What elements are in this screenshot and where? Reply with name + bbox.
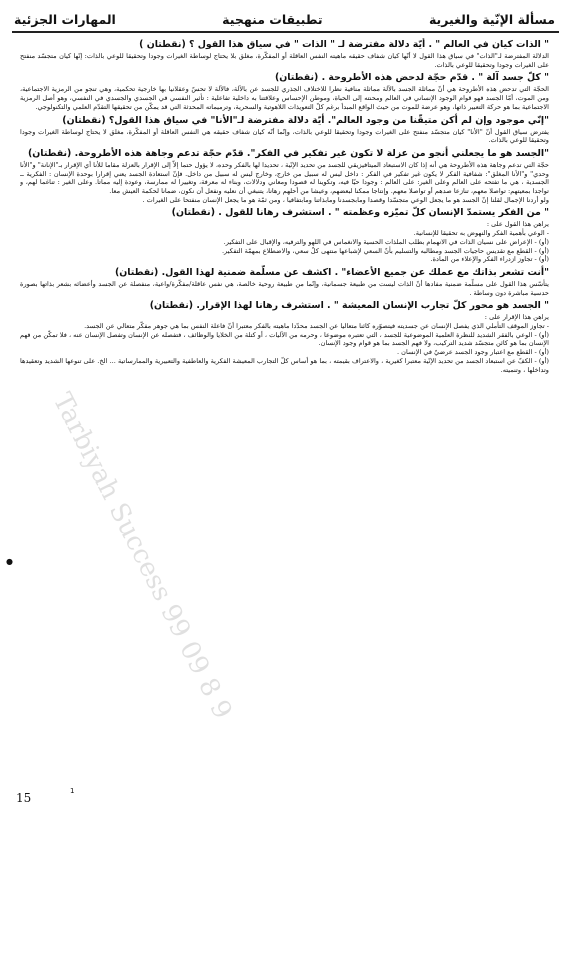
header-center-title: تطبيقات منهجية (222, 11, 323, 27)
exercise-answer-intro: يراهن هذا القول على : (486, 220, 549, 229)
answer-option: (أو) - الكفّ عن استبعاد الجسد من تحديد الإنّية معتبرا كغيرية ، والاعتراف بقيمته ، بما هو أساس كلّ التجارب المعيشة الفكرية والعاطفية والتعبيرية والممارساتية ... الخ. على تنوعها الشديد وتعقيدها وتداخلها ، وتنميته. (20, 356, 549, 374)
bullet-dot-icon: ● (6, 557, 13, 566)
answer-options-list (20, 322, 549, 374)
exercise-section (20, 207, 549, 264)
exercise-section (20, 72, 549, 111)
exercise-title: "أنت تشعر بذاتك مع عملك عن جميع الأعضاء" . اكشف عن مسلّمة ضمنية لهذا القول. (نقطتان) (115, 266, 549, 278)
exercise-title: " الذات كيان في العالم " . أيّة دلالة مفترضة لـ " الذات " في سياق هذا القول ؟ (نقطتان ) (139, 39, 549, 50)
header-divider (12, 31, 559, 33)
exercise-answer: حجّة التي تدعم وجاهة هذه الأطروحة هي أنه إذا كان الاستبعاد الميتافيزيقي للجسد من تحديد الإنّية ، تحديدا لها بالفكر وحده، لا يؤول حتما إلاّ إلى الإقرار بالعزلة مقاما للأنا أي الإقرار بـ"الإنانة" و"الأنا وحدي" و"الأنا المغلق": شفافية الفكر لا يكون غير تفكير في الفكر : داخل ليس له سبيل من خارج، وخارج ليس له سبيل من داخل. فإنّ استعادة الجسد يعني إقرارا بوحدة الإنسان : الفكرية ــ الجسدية ، هي ما تفتحه على العالم وعلى الغير: على العالم : وجودا حيّا فيه، وتكوينا له قصودا ومعاني ودلالات، وبناء له معرفة، وتغييرا له ممارسة، وعودة إليه مماتا. وعلى الغير : تناغما لهم، و تواجدا بمعيتهم: تواصلا معهم، تنازعا صدهم أو تواصلا معهم. وإنتاجا ممكنا لبعضهم، وعيشا من أحلهم رهانا، يتنبغي أن نعليه ونفعل أن نكون، ضمانا لحكمة العيش معا. (20, 160, 549, 196)
exercise-title: "إنّي موجود وإن لم أكن متيقّنا من وجود العالم". أيّة دلالة مفترضة لـ"الأنا" في سياق هذا القول؟ (نقطتان) (62, 114, 549, 126)
answer-option: - تجاوز الموقف التأملي الذي يفصل الإنسان عن جسديته فيتصوّره كائنا متعاليا عن الجسد محدّدا ماهيته بالفكر معتبرا أنّ فاعلة النفس بما هي جوهر مفكّر متعالي عن الجسد. (84, 322, 549, 331)
page-header (14, 8, 555, 30)
exercise-answer: يفترض سياق القول أنّ "الأنا" كيان متجسّد منفتح على الغيرات وجودا وتحقيقا للوعي بالذات، وإنّما أنّه كيان شفاف حقيقه هي النفس العاقلة أو المفكّرة، مغلق لا يحتاج لوساطة الغيرات وجودا وتحقيقا للوعي بالذات. (20, 127, 549, 145)
exercise-answer: يتأسّس هذا القول على مسلّمة ضمنية مفادها أنّ الذات ليست من طبيعة جسمانية، وإنّما من طبيعة روحية خالصة، هي نفس عاقلة/مفكّرة/واعية، منفصلة عن الجسد وأعضائه بشعر بذاتها بصورة حدسية مباشرة دون وساطة . (20, 279, 549, 297)
exercise-answer-summary: ولو أردنا الإجمال لقلنا إنّ الجسد هو ما يجعل الوعي متجسّدا وقصدا ومابجسدنا ومابذاتنا ومابتفافيا ، ومن ثمّة هو ما يجعل الإنسان منفتحا على الغيرات . (142, 195, 549, 204)
exercise-title: " الجسد هو محور كلّ تجارب الإنسان المعيشة " . استشرف رهانا لهذا الإقرار. (نقطتان) (149, 300, 549, 312)
exercise-title: "الجسد هو ما يجعلني أنجو من عزلة لا تكون غير تفكير في الفكر". قدّم حجّة تدعم وجاهة هذه الأطروحة. (نقطتان) (28, 147, 549, 159)
footer-mark: 1 (70, 787, 75, 795)
page-number: 15 (16, 791, 32, 805)
exercise-section (20, 115, 549, 145)
watermark-text: Tarbiyah Success 99 09 8 9 (46, 388, 238, 724)
exercise-section (20, 300, 549, 374)
header-right-title: مسألة الإنّية والغيرية (428, 11, 555, 27)
answer-option: (أو) - القطع مع تقديس حاجيات الجسد ومطالبه والتسليم بأنّ السعي لإشباعها منتهى كلّ سعي، والاضطلاع بمهمّة التفكير. (221, 246, 549, 255)
answer-options-list (20, 229, 549, 264)
exercise-answer-intro: يراهن هذا الإقرار على : (484, 313, 549, 322)
answer-option: (أو) - تجاوز ازدراء الفكر والإعلاء من المادة. (430, 255, 549, 264)
exercise-answer: الدلالة المفترضة لـ"الذات" في سياق هذا القول لا أنّها كيان شفاف حقيقه ماهيته النفس العاقلة أو المفكّرة، مغلق بلا يحتاج لوساطة الغيرات وجودا وتحقيقا للوعي بالذات: إنّها كيان متجسّد منفتح على الغيرات وجودا وتحقيقا للوعي بالذات. (20, 52, 549, 69)
answer-option: (أو) - الوعي بالفقر الشديد للنظرة العلمية الموضوعية للجسد ، التي تعتبره موضوعا ، وحرمه من الآليات ، أو كتلة من الخلايا والوظائف ، فتفصله عن الإنسان وتفصل الإنسان عنه ، فلا تمكّن من فهم الإنسان بما هو كائن متجسّد شديد التركيب، ولا فهم الجسد بما هو قوام وجود الإنسان. (20, 330, 549, 348)
answer-option: (أو) - القطع مع اعتبار وجود الجسد عرضيّ في الإنسان . (396, 348, 549, 357)
exercise-answer: الحجّة التي تدحض هذه الأطروحة هي أنّ مماثلة الجسد بالآلة مماثلة منافية نظرا للاختلاف الجذري للجسد عن بالآلة، فالآلة لا تحسّ وعقلانيا بها خارجية تحكمية، وهي تنجو من الرمزية الاجتماعية، ومن الموت، أمّا الجسد فهو قوام الوجود الإنساني في العالم ومحنته إلى الحياة، وموطن الإحساس وعلاقتنا به داخلية تفاعلية : تأثير النفسي في الجسدي والجسدي في النفسي، وهو أصل الرمزية الاجتماعية بما هو حركة التعبير ذاتها، وهو عرضة للموت من حيث الواقع المبدأ برغم كلّ التعويذات اللاهوتية والسحرية، وترميماته المحدثة التي قد يمكّن من تحقيقها التقدّم العلمي والتكنولوجي. (20, 85, 549, 111)
exercise-section (20, 148, 549, 205)
exercise-section (20, 267, 549, 297)
answer-option: (أو) - الإعراض على نسيان الذات في الانهمام بطلب الملذات الحسية والانغماس في اللهو والترفيه، والإقبال على التفكير. (223, 237, 549, 246)
answer-option: - الوعي بأهمية الفكر والنهوض به تحقيقا للإنسانية. (413, 229, 549, 238)
page-content (20, 38, 549, 785)
exercise-title: " كلّ جسد آلة " . قدّم حجّة لدحض هذه الأطروحة . (نقطتان) (274, 72, 549, 84)
header-left-title: المهارات الجزئية (14, 11, 116, 27)
exercise-title: " من الفكر يستمدّ الإنسان كلّ تميّزه وعظمته " . استشرف رهانا للقول . (نقطتان) (171, 207, 549, 219)
exercise-section (20, 39, 549, 69)
